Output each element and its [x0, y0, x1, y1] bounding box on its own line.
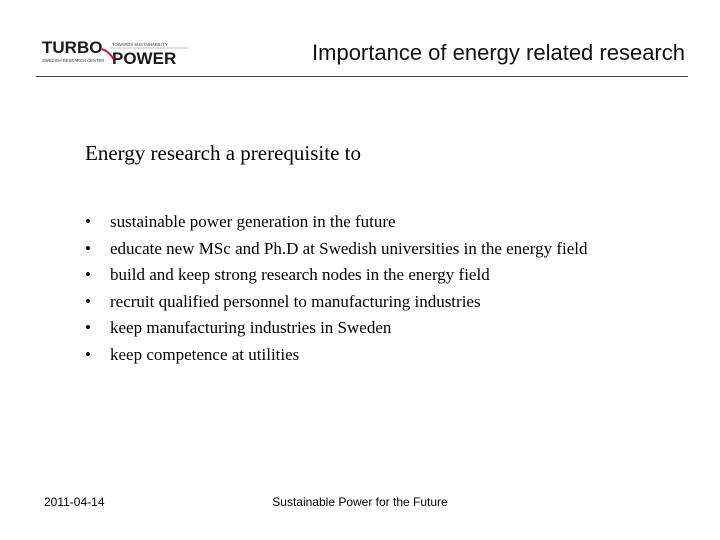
bullet-text: recruit qualified personnel to manufacturing industries [110, 291, 481, 311]
footer-date: 2011-04-14 [44, 495, 105, 509]
bullet-text: keep competence at utilities [110, 344, 300, 364]
logo-tagline: TOWARDS SUSTAINABILITY [112, 42, 168, 47]
slide-heading: Energy research a prerequisite to [85, 141, 361, 165]
header-divider [36, 76, 688, 77]
logo-word-power: POWER [112, 49, 177, 66]
bullet-icon: • [85, 212, 91, 231]
bullet-icon: • [85, 238, 91, 258]
bullet-item [85, 317, 645, 339]
bullet-item [85, 344, 645, 366]
bullet-icon: • [85, 291, 91, 311]
logo-subtitle: SWEDISH RESEARCH CENTER [42, 58, 105, 63]
page-title: Importance of energy related research [312, 40, 685, 65]
footer-title: Sustainable Power for the Future [272, 495, 448, 509]
bullet-text: sustainable power generation in the future [110, 212, 396, 231]
bullet-item [85, 264, 645, 286]
bullet-item [85, 291, 645, 313]
bullet-icon: • [85, 344, 91, 364]
bullet-list [85, 211, 645, 370]
bullet-item [85, 238, 645, 260]
bullet-text: build and keep strong research nodes in the energy field [110, 265, 490, 284]
bullet-text: keep manufacturing industries in Sweden [110, 318, 392, 337]
bullet-item [85, 211, 645, 233]
logo-word-turbo: TURBO [42, 38, 103, 57]
bullet-text: educate new MSc and Ph.D at Swedish universities in the energy field [110, 238, 588, 258]
bullet-icon: • [85, 265, 91, 284]
turbo-power-logo [40, 36, 190, 66]
bullet-icon: • [85, 318, 91, 337]
